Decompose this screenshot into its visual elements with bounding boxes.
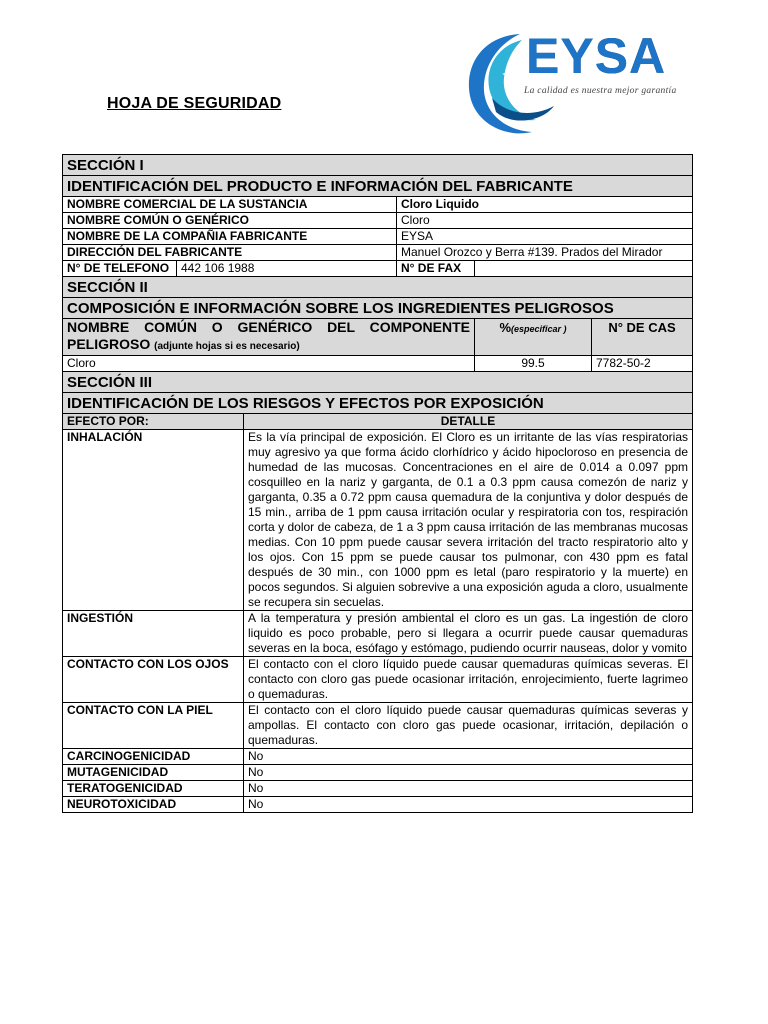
page-title: HOJA DE SEGURIDAD: [107, 95, 282, 112]
effect-header: EFECTO POR:: [63, 414, 244, 430]
table-row: [63, 356, 693, 372]
effect-detail: No: [244, 749, 693, 765]
field-value: Cloro Liquido: [397, 197, 693, 213]
field-label: NOMBRE COMERCIAL DE LA SUSTANCIA: [63, 197, 397, 213]
effect-label: NEUROTOXICIDAD: [63, 797, 244, 813]
table-row: [63, 781, 693, 797]
table-row: [63, 657, 693, 703]
phone-label: N° DE TELEFONO: [63, 261, 177, 277]
percent-note: (especificar ): [511, 324, 567, 334]
table-row: [63, 703, 693, 749]
section-1-heading: IDENTIFICACIÓN DEL PRODUCTO E INFORMACIÓN DEL FABRICANTE: [63, 176, 693, 197]
effect-detail: No: [244, 765, 693, 781]
effect-label: INGESTIÓN: [63, 611, 244, 657]
safety-sheet-table: [62, 154, 693, 813]
component-cas: 7782-50-2: [592, 356, 693, 372]
cas-header: N° DE CAS: [592, 319, 693, 356]
effect-detail: El contacto con el cloro líquido puede causar quemaduras químicas severas. El contacto con cloro gas puede ocasionar irritación, enrojecimiento, fuerte lagrimeo o quemaduras.: [244, 657, 693, 703]
field-value: Cloro: [397, 213, 693, 229]
effect-detail: El contacto con el cloro líquido puede causar quemaduras químicas severas y ampollas. El contacto con cloro gas puede ocasionar, irritación, depilación o quemaduras.: [244, 703, 693, 749]
field-value: Manuel Orozco y Berra #139. Prados del Mirador: [397, 245, 693, 261]
section-3-heading: IDENTIFICACIÓN DE LOS RIESGOS Y EFECTOS POR EXPOSICIÓN: [63, 393, 693, 414]
logo-wordmark: EYSA: [526, 28, 667, 84]
detail-header: DETALLE: [244, 414, 693, 430]
phone-value: 442 106 1988: [177, 261, 397, 277]
table-row: [63, 611, 693, 657]
table-row: [63, 245, 693, 261]
table-row: [63, 797, 693, 813]
effect-detail: A la temperatura y presión ambiental el cloro es un gas. La ingestión de cloro liquido es poco probable, pero si llegara a ocurrir puede causar quemaduras severas en la boca, esófago y estómago, pudiendo ocurrir nauseas, dolor y vomito: [244, 611, 693, 657]
effect-label: MUTAGENICIDAD: [63, 765, 244, 781]
table-header-row: [63, 414, 693, 430]
component-name-header-text: NOMBRE COMÚN O GENÉRICO DEL COMPONENTE PELIGROSO: [67, 319, 470, 352]
field-label: NOMBRE DE LA COMPAÑIA FABRICANTE: [63, 229, 397, 245]
effect-label: INHALACIÓN: [63, 430, 244, 611]
table-row: [63, 261, 693, 277]
effect-label: CONTACTO CON LA PIEL: [63, 703, 244, 749]
field-label: DIRECCIÓN DEL FABRICANTE: [63, 245, 397, 261]
logo-slogan: La calidad es nuestra mejor garantía: [524, 86, 677, 96]
section-1-label: SECCIÓN I: [63, 155, 693, 176]
table-header-row: [63, 319, 693, 356]
section-3-label: SECCIÓN III: [63, 372, 693, 393]
effect-label: CARCINOGENICIDAD: [63, 749, 244, 765]
component-percent: 99.5: [475, 356, 592, 372]
effect-label: CONTACTO CON LOS OJOS: [63, 657, 244, 703]
effect-label: TERATOGENICIDAD: [63, 781, 244, 797]
effect-detail: Es la vía principal de exposición. El Cloro es un irritante de las vías respiratorias muy agresivo ya que forma ácido clorhídrico y ácido hipocloroso en presencia de humedad de las mucosas. Concentraciones en el aire de 0.014 a 0.097 ppm cosquilleo en la nariz y garganta, de 0.1 a 0.3 ppm causa comezón de nariz y garganta, 0.35 a 0.72 ppm causa quemadura de la conjuntiva y dolor después de 15 min., arriba de 1 ppm causa irritación ocular y respiratoria con tos, respiración corta y dolor de cabeza, de 1 a 3 ppm causa irritación de las membranas mucosas medias. Con 10 ppm puede causar severa irritación del tracto respiratorio alto y los ojos. Con 15 ppm se puede causar tos pulmonar, con 430 ppm es fatal después de 30 min., con 1000 ppm es letal (paro respiratorio y la muerte) en pocos segundos. Si alguien sobrevive a una exposición aguda a cloro, usualmente se recupera sin secuelas.: [244, 430, 693, 611]
table-row: [63, 197, 693, 213]
table-row: [63, 213, 693, 229]
percent-header-text: %: [499, 320, 512, 335]
section-2-label: SECCIÓN II: [63, 277, 693, 298]
table-row: [63, 765, 693, 781]
component-name-header: [63, 319, 475, 356]
effect-detail: No: [244, 781, 693, 797]
field-value: EYSA: [397, 229, 693, 245]
fax-value: [475, 261, 693, 277]
table-row: [63, 749, 693, 765]
percent-header: [475, 319, 592, 356]
table-row: [63, 430, 693, 611]
component-name: Cloro: [63, 356, 475, 372]
table-row: [63, 229, 693, 245]
effect-detail: No: [244, 797, 693, 813]
field-label: NOMBRE COMÚN O GENÉRICO: [63, 213, 397, 229]
fax-label: N° DE FAX: [397, 261, 475, 277]
component-name-note: (adjunte hojas si es necesario): [154, 341, 300, 352]
section-2-heading: COMPOSICIÓN E INFORMACIÓN SOBRE LOS INGREDIENTES PELIGROSOS: [63, 298, 693, 319]
